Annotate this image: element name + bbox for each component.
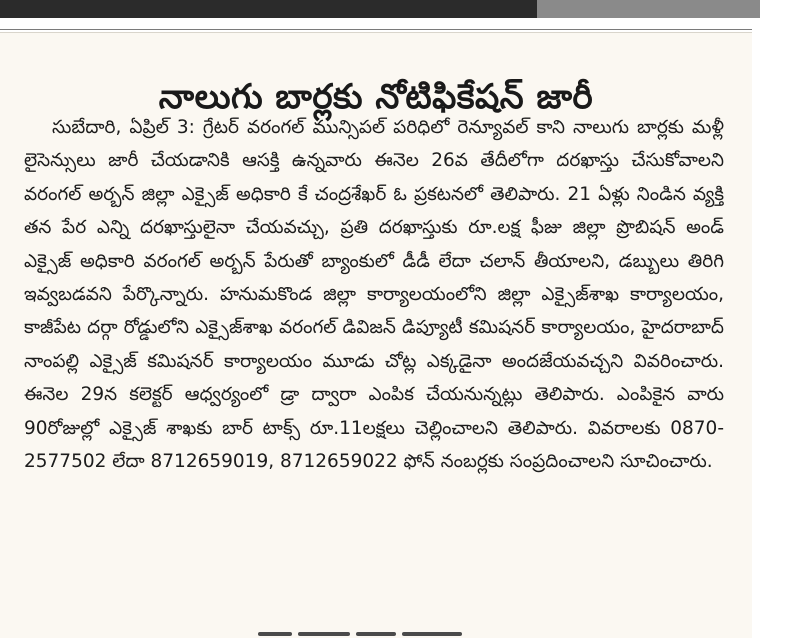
section-divider (0, 29, 752, 30)
cropped-text-mark (356, 632, 396, 636)
next-article-fragment (258, 628, 518, 637)
cropped-text-mark (258, 632, 292, 636)
previous-article-band-gray (537, 0, 760, 18)
cropped-text-mark (298, 632, 350, 636)
cropped-text-mark (402, 632, 462, 636)
article-headline: నాలుగు బార్లకు నోటిఫికేషన్ జారీ (158, 76, 594, 117)
article-body: సుబేదారి, ఏప్రిల్ 3: గ్రేటర్ వరంగల్ మున్సిపల్ పరిధిలో రెన్యూవల్ కాని నాలుగు బార్లకు మళ్లీ లైసెన్సులు జారీ చేయడానికి ఆసక్తి ఉన్నవారు ఈనెల 26వ తేదీలోగా దరఖాస్తు చేసుకోవాలని వరంగల్ అర్బన్ జిల్లా ఎక్సైజ్ అధికారి కే చంద్రశేఖర్ ఓ ప్రకటనలో తెలిపారు. 21 ఏళ్లు నిండిన వ్యక్తి తన పేర ఎన్ని దరఖాస్తులైనా చేయవచ్చు, ప్రతి దరఖాస్తుకు రూ.లక్ష ఫీజు జిల్లా ప్రొబిషన్ అండ్ ఎక్సైజ్ అధికారి వరంగల్ అర్బన్ పేరుతో బ్యాంకులో డీడీ లేదా చలాన్ తీయాలని, డబ్బులు తిరిగి ఇవ్వబడవని పేర్కొన్నారు. హనుమకొండ జిల్లా కార్యాలయంలోని జిల్లా ఎక్సైజ్‌శాఖ కార్యాలయం, కాజీపేట దర్గా రోడ్డులోని ఎక్సైజ్‌శాఖ వరంగల్ డివిజన్ డిప్యూటీ కమిషనర్ కార్యాలయం, హైదరాబాద్ నాంపల్లి ఎక్సైజ్ కమిషనర్ కార్యాలయం మూడు చోట్ల ఎక్కడైనా అందజేయవచ్చని వివరించారు. ఈనెల 29న కలెక్టర్ ఆధ్వర్యంలో డ్రా ద్వారా ఎంపిక చేయనున్నట్లు తెలిపారు. ఎంపికైన వారు 90రోజుల్లో ఎక్సైజ్ శాఖకు బార్ టాక్స్ రూ.11లక్షలు చెల్లించాలని తెలిపారు. వివరాలకు 0870-2577502 లేదా 8712659019, 8712659022 ఫోన్ నంబర్లకు సంప్రదించాలని సూచించారు. (24, 117, 724, 473)
news-article (0, 32, 752, 638)
page-margin (760, 0, 800, 637)
